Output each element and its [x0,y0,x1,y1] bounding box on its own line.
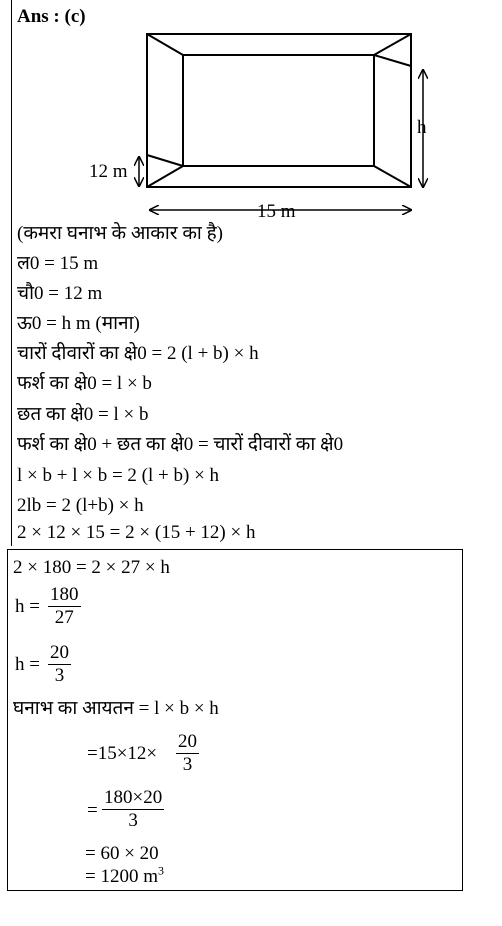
equation-label: =15×12× [87,743,158,764]
inner-rectangle [183,55,374,166]
equation-label: = [87,800,98,821]
diagram-label-12m: 12 m [89,161,128,182]
text-line: 2 × 12 × 15 = 2 × (15 + 12) × h [17,522,256,543]
text-line: (कमरा घनाभ के आकार का है) [17,223,223,244]
text-line: ऊ0 = h m (माना) [17,313,140,334]
fraction-20-3 [176,731,199,776]
room-diagram [0,0,502,230]
fraction-numerator: 180×20 [104,787,163,808]
text-line: चारों दीवारों का क्षे0 = 2 (l + b) × h [17,343,259,364]
text-line: 2lb = 2 (l+b) × h [17,495,144,516]
volume-result-text: = 1200 m [85,866,158,887]
fraction-20-3 [48,642,71,687]
text-line: फर्श का क्षे0 + छत का क्षे0 = चारों दीवारों का क्षे0 [17,434,344,455]
text-line: फर्श का क्षे0 = l × b [17,373,152,394]
fraction-denominator: 3 [128,810,138,831]
fraction-numerator: 20 [50,642,69,663]
text-line: = 60 × 20 [85,843,159,864]
diagram-label-15m: 15 m [257,201,296,222]
fraction-180-27 [48,584,81,629]
text-line: ल0 = 15 m [17,253,99,274]
fraction-180x20-3 [102,787,164,832]
text-line: घनाभ का आयतन = l × b × h [13,698,219,719]
outer-rectangle [147,34,411,187]
fraction-numerator: 20 [178,731,197,752]
superscript-cube: 3 [158,863,164,878]
volume-result [85,863,164,888]
fraction-denominator: 3 [54,665,65,686]
equation-label: h = [15,596,40,617]
diagram-label-h: h [417,117,427,138]
fraction-denominator: 3 [182,754,193,775]
text-line: l × b + l × b = 2 (l + b) × h [17,465,220,486]
answer-label: Ans : (c) [17,6,86,27]
text-line: छत का क्षे0 = l × b [17,404,149,425]
text-line: चौ0 = 12 m [17,283,103,304]
fraction-numerator: 180 [50,584,79,605]
text-line: 2 × 180 = 2 × 27 × h [13,557,170,578]
equation-label: h = [15,654,40,675]
fraction-denominator: 27 [54,607,74,628]
